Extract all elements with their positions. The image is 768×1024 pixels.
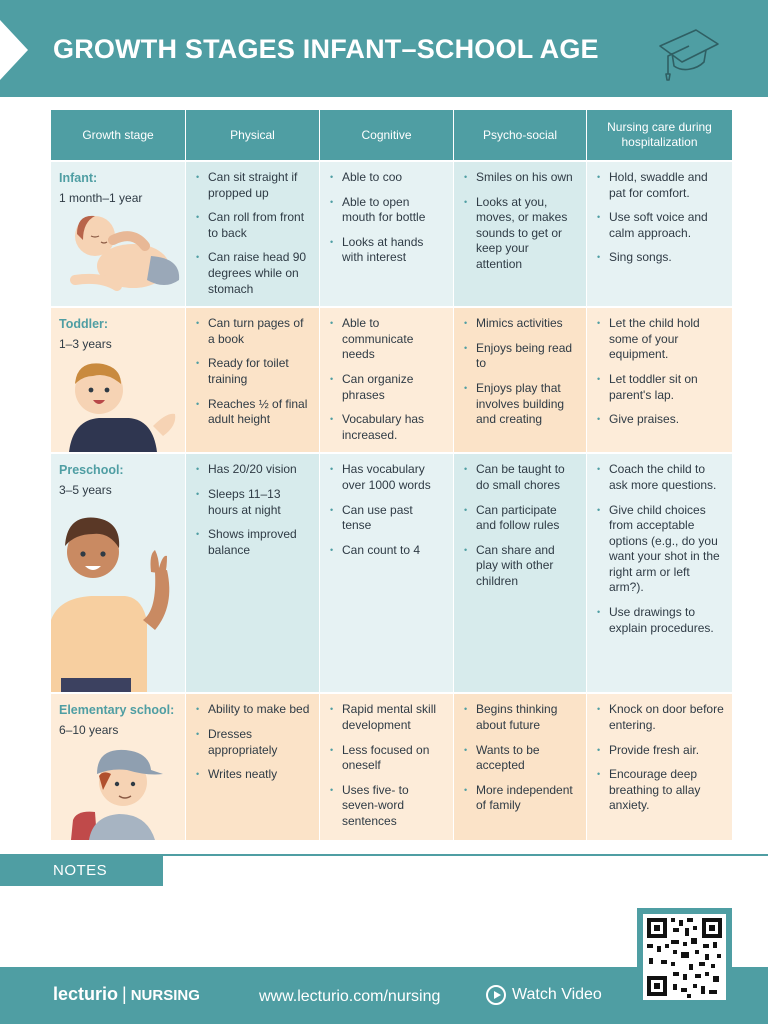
- list-item: • Enjoys being read to: [462, 341, 578, 372]
- list-item: • Has 20/20 vision: [194, 462, 311, 478]
- list-item: • Can roll from front to back: [194, 210, 311, 241]
- nursing-cell: [587, 160, 732, 306]
- list-item: • Can turn pages of a book: [194, 316, 311, 347]
- list-item: • Let toddler sit on parent's lap.: [595, 372, 724, 403]
- table-row: [51, 692, 732, 840]
- list-item: • Reaches ½ of final adult height: [194, 397, 311, 428]
- list-item: • Begins thinking about future: [462, 702, 578, 733]
- qr-code-pattern: [643, 914, 726, 1000]
- list-item: • Looks at hands with interest: [328, 235, 445, 266]
- cognitive-cell: [320, 692, 454, 840]
- list-item: • Let the child hold some of your equipment.: [595, 316, 724, 363]
- page-header: [0, 0, 768, 97]
- psychosocial-cell: [454, 452, 587, 692]
- stage-name: Elementary school:: [59, 703, 175, 718]
- watch-video-button[interactable]: [486, 985, 602, 1005]
- cognitive-cell: [320, 306, 454, 452]
- list-item: • Can sit straight if propped up: [194, 170, 311, 201]
- list-item: • Wants to be accepted: [462, 743, 578, 774]
- list-item: • Can participate and follow rules: [462, 503, 578, 534]
- stage-cell: [51, 692, 186, 840]
- nursing-cell: [587, 692, 732, 840]
- preschool-illustration: [51, 502, 183, 692]
- cognitive-cell: [320, 160, 454, 306]
- list-item: • Mimics activities: [462, 316, 578, 332]
- stage-age: 1–3 years: [59, 336, 112, 351]
- list-item: • Able to coo: [328, 170, 445, 186]
- nursing-cell: [587, 452, 732, 692]
- stage-cell: [51, 160, 186, 306]
- table-row: [51, 160, 732, 306]
- list-item: • More independent of family: [462, 783, 578, 814]
- brand-name: lecturio: [53, 984, 119, 1004]
- toddler-illustration: [63, 354, 183, 452]
- stage-name: Infant:: [59, 171, 98, 185]
- list-item: • Ability to make bed: [194, 702, 311, 718]
- psychosocial-cell: [454, 692, 587, 840]
- header-notch: [0, 20, 28, 80]
- brand-section: NURSING: [130, 987, 200, 1004]
- list-item: • Able to open mouth for bottle: [328, 195, 445, 226]
- qr-code[interactable]: [637, 908, 732, 1006]
- physical-cell: [186, 160, 320, 306]
- physical-cell: [186, 306, 320, 452]
- qr-icon: [643, 914, 726, 1000]
- list-item: • Vocabulary has increased.: [328, 412, 445, 443]
- list-item: • Use soft voice and calm approach.: [595, 210, 724, 241]
- list-item: • Knock on door before entering.: [595, 702, 724, 733]
- school-child-illustration: [67, 740, 177, 840]
- list-item: • Able to communicate needs: [328, 316, 445, 363]
- stage-cell: [51, 452, 186, 692]
- list-item: • Sing songs.: [595, 250, 724, 266]
- list-item: • Provide fresh air.: [595, 743, 724, 759]
- stage-age: 1 month–1 year: [59, 190, 143, 205]
- physical-cell: [186, 692, 320, 840]
- list-item: • Can organize phrases: [328, 372, 445, 403]
- nursing-cell: [587, 306, 732, 452]
- stage-age: 3–5 years: [59, 482, 112, 497]
- list-item: • Has vocabulary over 1000 words: [328, 462, 445, 493]
- list-item: • Use drawings to explain procedures.: [595, 605, 724, 636]
- list-item: • Sleeps 11–13 hours at night: [194, 487, 311, 518]
- list-item: • Rapid mental skill development: [328, 702, 445, 733]
- stage-age: 6–10 years: [59, 722, 119, 737]
- list-item: • Uses five- to seven-word sentences: [328, 783, 445, 830]
- list-item: • Can use past tense: [328, 503, 445, 534]
- list-item: • Writes neatly: [194, 767, 311, 783]
- website-link[interactable]: www.lecturio.com/nursing: [259, 988, 441, 1005]
- cognitive-cell: [320, 452, 454, 692]
- graduation-cap-icon: [656, 20, 722, 84]
- list-item: • Can raise head 90 degrees while on stomach: [194, 250, 311, 297]
- column-header: Physical: [186, 110, 320, 160]
- list-item: • Ready for toilet training: [194, 356, 311, 387]
- physical-cell: [186, 452, 320, 692]
- list-item: • Shows improved balance: [194, 527, 311, 558]
- list-item: • Give child choices from acceptable options (e.g., do you want your shot in the right arm or left arm?).: [595, 503, 724, 597]
- stage-name: Preschool:: [59, 463, 124, 478]
- list-item: • Less focused on oneself: [328, 743, 445, 774]
- play-icon: [486, 985, 506, 1005]
- list-item: • Coach the child to ask more questions.: [595, 462, 724, 493]
- stage-cell: [51, 306, 186, 452]
- list-item: • Looks at you, moves, or makes sounds to get or keep your attention: [462, 195, 578, 273]
- column-header: Cognitive: [320, 110, 454, 160]
- list-item: • Can be taught to do small chores: [462, 462, 578, 493]
- notes-section: [0, 854, 163, 886]
- list-item: • Enjoys play that involves building and creating: [462, 381, 578, 428]
- page-title: GROWTH STAGES INFANT–SCHOOL AGE: [53, 34, 599, 64]
- stage-name: Toddler:: [59, 317, 109, 332]
- table-row: [51, 306, 732, 452]
- column-header: Nursing care during hospitalization: [587, 110, 732, 160]
- list-item: • Encourage deep breathing to allay anxiety.: [595, 767, 724, 814]
- brand-logo: [53, 984, 200, 1005]
- column-header: Psycho-social: [454, 110, 587, 160]
- notes-label: NOTES: [53, 862, 108, 879]
- growth-stages-table: [51, 110, 732, 840]
- column-header: Growth stage: [51, 110, 186, 160]
- table-header-row: [51, 110, 732, 160]
- list-item: • Can share and play with other children: [462, 543, 578, 590]
- brand-separator: |: [122, 984, 127, 1004]
- watch-video-label: Watch Video: [512, 986, 602, 1003]
- list-item: • Can count to 4: [328, 543, 445, 559]
- psychosocial-cell: [454, 306, 587, 452]
- psychosocial-cell: [454, 160, 587, 306]
- infant-illustration: [61, 206, 183, 306]
- list-item: • Dresses appropriately: [194, 727, 311, 758]
- list-item: • Smiles on his own: [462, 170, 578, 186]
- table-row: [51, 452, 732, 692]
- list-item: • Give praises.: [595, 412, 724, 428]
- list-item: • Hold, swaddle and pat for comfort.: [595, 170, 724, 201]
